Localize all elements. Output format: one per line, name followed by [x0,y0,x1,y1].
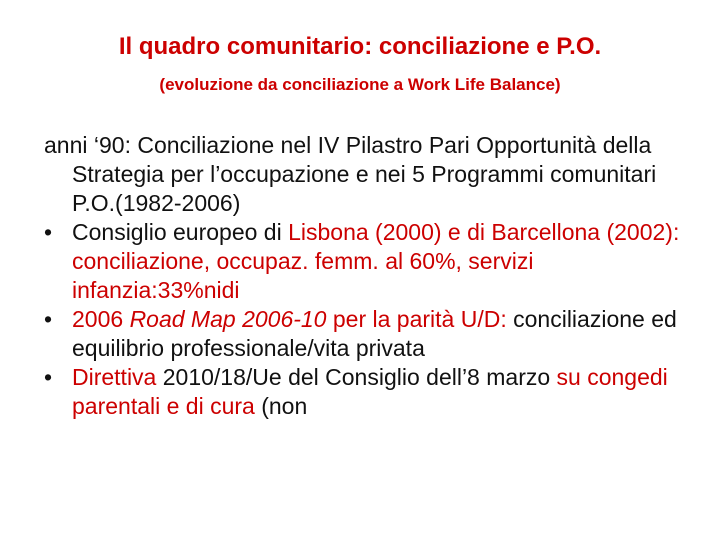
bullet-text: conciliazione ed equilibrio professionale/vita privata [72,306,677,361]
intro-text: anni ‘90: Conciliazione nel IV Pilastro Pari Opportunità della Strategia per l’occupazione e nei 5 Programmi comunitari P.O.(1982-2006) [44,132,657,216]
bullet-text: (non [254,393,308,419]
bullet-item-direttiva [44,363,704,421]
bullet-icon: • [44,306,53,332]
slide-body [44,131,704,421]
bullet-text-red: su congedi parentali e di cura [72,364,668,419]
bullet-text: 2010/18/Ue del Consiglio dell’8 marzo [156,364,557,390]
bullet-text-italic: Road Map 2006-10 [129,306,327,332]
bullet-text: Consiglio europeo di [72,219,289,245]
bullet-text-red: 2006 [72,306,130,332]
slide-subtitle: (evoluzione da conciliazione a Work Life Balance) [159,75,561,94]
bullet-text-red: Direttiva [72,364,157,390]
bullet-text-red: per la parità U/D: [326,306,507,332]
bullet-icon: • [44,364,53,390]
bullet-item-lisbona [44,218,704,305]
slide-title: Il quadro comunitario: conciliazione e P.O. [118,33,602,60]
bullet-item-roadmap [44,305,704,363]
bullet-text-red: Lisbona (2000) e di Barcellona (2002): conciliazione, occupaz. femm. al 60%, servizi infanzia:33%nidi [72,219,680,303]
intro-paragraph [44,131,704,218]
bullet-icon: • [44,219,53,245]
